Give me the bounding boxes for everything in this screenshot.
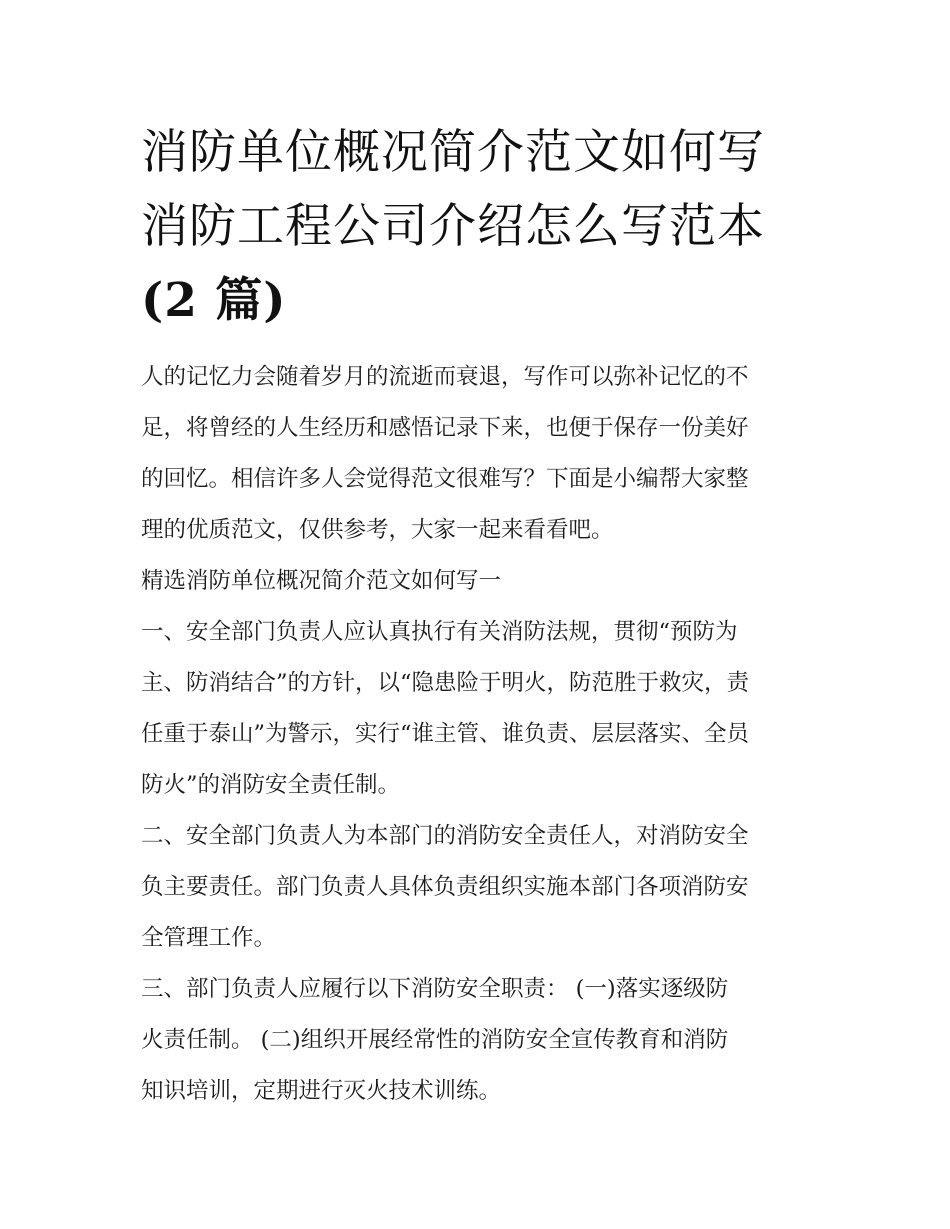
body-paragraph — [141, 607, 816, 811]
text-line: 二、安全部门负责人为本部门的消防安全责任人，对消防安全 — [141, 823, 749, 849]
document-page — [141, 116, 816, 1117]
text-line: 防火”的消防安全责任制。 — [141, 772, 401, 798]
text-line: 一、安全部门负责人应认真执行有关消防法规，贯彻“预防为 — [141, 619, 738, 645]
text-line: 负主要责任。部门负责人具体负责组织实施本部门各项消防安 — [141, 874, 749, 900]
text-line: 火责任制。 (二)组织开展经常性的消防安全宣传教育和消防 — [141, 1027, 729, 1053]
text-line: 全管理工作。 — [141, 925, 277, 951]
intro-paragraph — [141, 352, 816, 556]
title-line: (2 篇) — [141, 273, 287, 328]
text-line: 三、部门负责人应履行以下消防安全职责： (一)落实逐级防 — [141, 976, 729, 1002]
section-heading — [141, 556, 816, 607]
body-paragraph — [141, 811, 816, 964]
text-line: 理的优质范文，仅供参考，大家一起来看看吧。 — [141, 517, 614, 543]
text-line: 知识培训，定期进行灭火技术训练。 — [141, 1078, 502, 1104]
text-line: 精选消防单位概况简介范文如何写一 — [141, 568, 502, 594]
body-paragraph — [141, 964, 816, 1117]
text-line: 任重于泰山”为警示，实行“谁主管、谁负责、层层落实、全员 — [141, 721, 750, 747]
text-line: 足，将曾经的人生经历和感悟记录下来，也便于保存一份美好 — [141, 415, 749, 441]
text-line: 人的记忆力会随着岁月的流逝而衰退，写作可以弥补记忆的不 — [141, 364, 749, 390]
document-title — [141, 116, 816, 338]
title-line: 消防单位概况简介范文如何写 — [141, 125, 765, 180]
text-line: 的回忆。相信许多人会觉得范文很难写？下面是小编帮大家整 — [141, 466, 749, 492]
title-line: 消防工程公司介绍怎么写范本 — [141, 199, 765, 254]
text-line: 主、防消结合”的方针，以“隐患险于明火，防范胜于救灾，责 — [141, 670, 750, 696]
